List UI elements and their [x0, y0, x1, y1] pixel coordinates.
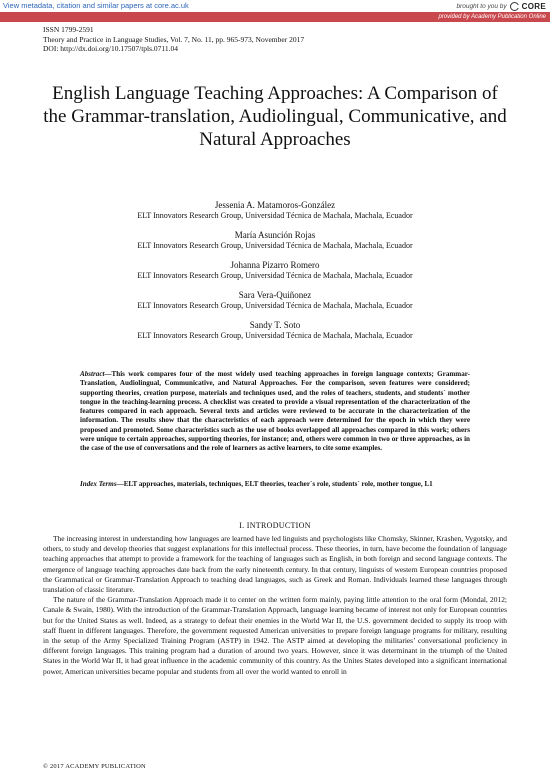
abstract-text: —This work compares four of the most widely used teaching approaches in foreign language contexts; Grammar-Translation, Audiolingual, Communicative, and Natural Approaches. For the comparison, seven features were considered; supporting theories, creation purpose, materials and techniques used, and the roles of teachers, students, and students´ mother tongue in the teaching-learning process. A checklist was created to provide a visual representation of the characterization of the features compared in each approach. Several texts and articles were reviewed to be accurate in the characterization of the information. The results show that the characteristics of each approach were determined for the epoch in which they were proposed and promoted. Some characteristics such as the use of books overlapped all approaches compared in this work; others were unique to certain approaches, supporting theories, for instance; and, others were common in two or three approaches, as in the case of the use of conversations and the role of learners as active learners, to cite some examples.	[80, 370, 470, 453]
provided-by-bar	[0, 12, 550, 22]
index-terms-label: Index Terms	[80, 480, 117, 488]
top-bar	[0, 0, 550, 12]
journal-citation: Theory and Practice in Language Studies, Vol. 7, No. 11, pp. 965-973, November 2017	[43, 34, 305, 44]
author-block	[40, 290, 510, 311]
issn: ISSN 1799-2591	[43, 25, 94, 34]
author-name: Sandy T. Soto	[249, 320, 301, 330]
author-name: Jessenia A. Matamoros-González	[214, 200, 336, 210]
author-block	[40, 260, 510, 281]
index-terms-text: —ELT approaches, materials, techniques, ELT theories, teacher´s role, students´ role, mother tongue, L1	[116, 480, 433, 488]
brought-to-you-text: brought to you by	[456, 2, 507, 10]
author-affiliation: ELT Innovators Research Group, Universidad Técnica de Machala, Machala, Ecuador	[137, 211, 413, 220]
provided-by-text[interactable]: provided by Academy Publication Online	[438, 14, 546, 20]
paper-title: English Language Teaching Approaches: A Comparison of the Grammar-translation, Audiolingual, Communicative, and Natural Approaches	[43, 83, 507, 150]
author-name: María Asunción Rojas	[234, 230, 316, 240]
author-block	[40, 320, 510, 341]
body-text	[43, 534, 507, 677]
author-name: Johanna Pizarro Romero	[230, 260, 320, 270]
core-branding[interactable]	[456, 0, 546, 12]
journal-meta	[43, 25, 304, 54]
page-footer: © 2017 ACADEMY PUBLICATION	[43, 763, 146, 770]
author-block	[40, 200, 510, 221]
view-metadata-link[interactable]: View metadata, citation and similar papers at core.ac.uk	[3, 1, 189, 10]
abstract-label: Abstract	[80, 370, 105, 378]
author-list	[40, 200, 510, 350]
body-paragraph: The nature of the Grammar-Translation Approach made it to center on the written form mainly, paying little attention to the oral form (Mondal, 2012; Canale & Swain, 1980). With the introduction of the Grammar-Translation Approach, language learning became of interest not only for European countries but for the United States as well. Indeed, as a strategy to defeat their enemies in the World War II, the U.S. government decided to supply its troop with staff fluent in different languages. Therefore, the government requested American universities to prepare foreign language programs for military, resulting in the setup of the Army Specialized Training Program (ASTP) in 1942. The ASTP aimed at developing the militaries’ conversational proficiency in different foreign languages. This training program had a duration of around two years. However, since it was determinant in the triumph of the United States in the World War II, it had great influence in the academic community of this country. As the Unites States developed into a significant international power, American universities became popular and students from all over the world wanted to enroll in	[43, 595, 507, 676]
author-affiliation: ELT Innovators Research Group, Universidad Técnica de Machala, Machala, Ecuador	[137, 331, 413, 340]
core-logo-icon	[510, 2, 519, 11]
body-paragraph: The increasing interest in understanding how languages are learned have led linguists and psychologists like Chomsky, Skinner, Krashen, Vygotsky, and others, to study and develop theories that suggest explanations for this intellectual process. These theories, in turn, have become the foundation of language teaching approaches that attempt to provide a framework for the teaching of languages such as English, in both foreign and second language contexts. The emergence of language teaching approaches date back from the early nineteenth century. In that century, linguists of western European countries proposed the Grammatical or Grammar-Translation Approach to teaching dead languages, such as Greek and Roman. Individuals learned these languages through translation of classic literature.	[43, 534, 507, 595]
author-affiliation: ELT Innovators Research Group, Universidad Técnica de Machala, Machala, Ecuador	[137, 301, 413, 310]
doi: DOI: http://dx.doi.org/10.17507/tpls.0711.04	[43, 44, 179, 54]
author-affiliation: ELT Innovators Research Group, Universidad Técnica de Machala, Machala, Ecuador	[137, 241, 413, 250]
index-terms	[80, 480, 470, 489]
author-affiliation: ELT Innovators Research Group, Universidad Técnica de Machala, Machala, Ecuador	[137, 271, 413, 280]
core-label: CORE	[521, 1, 546, 11]
section-heading: I. INTRODUCTION	[239, 521, 311, 530]
author-name: Sara Vera-Quiñonez	[238, 290, 312, 300]
author-block	[40, 230, 510, 251]
abstract	[80, 370, 470, 454]
